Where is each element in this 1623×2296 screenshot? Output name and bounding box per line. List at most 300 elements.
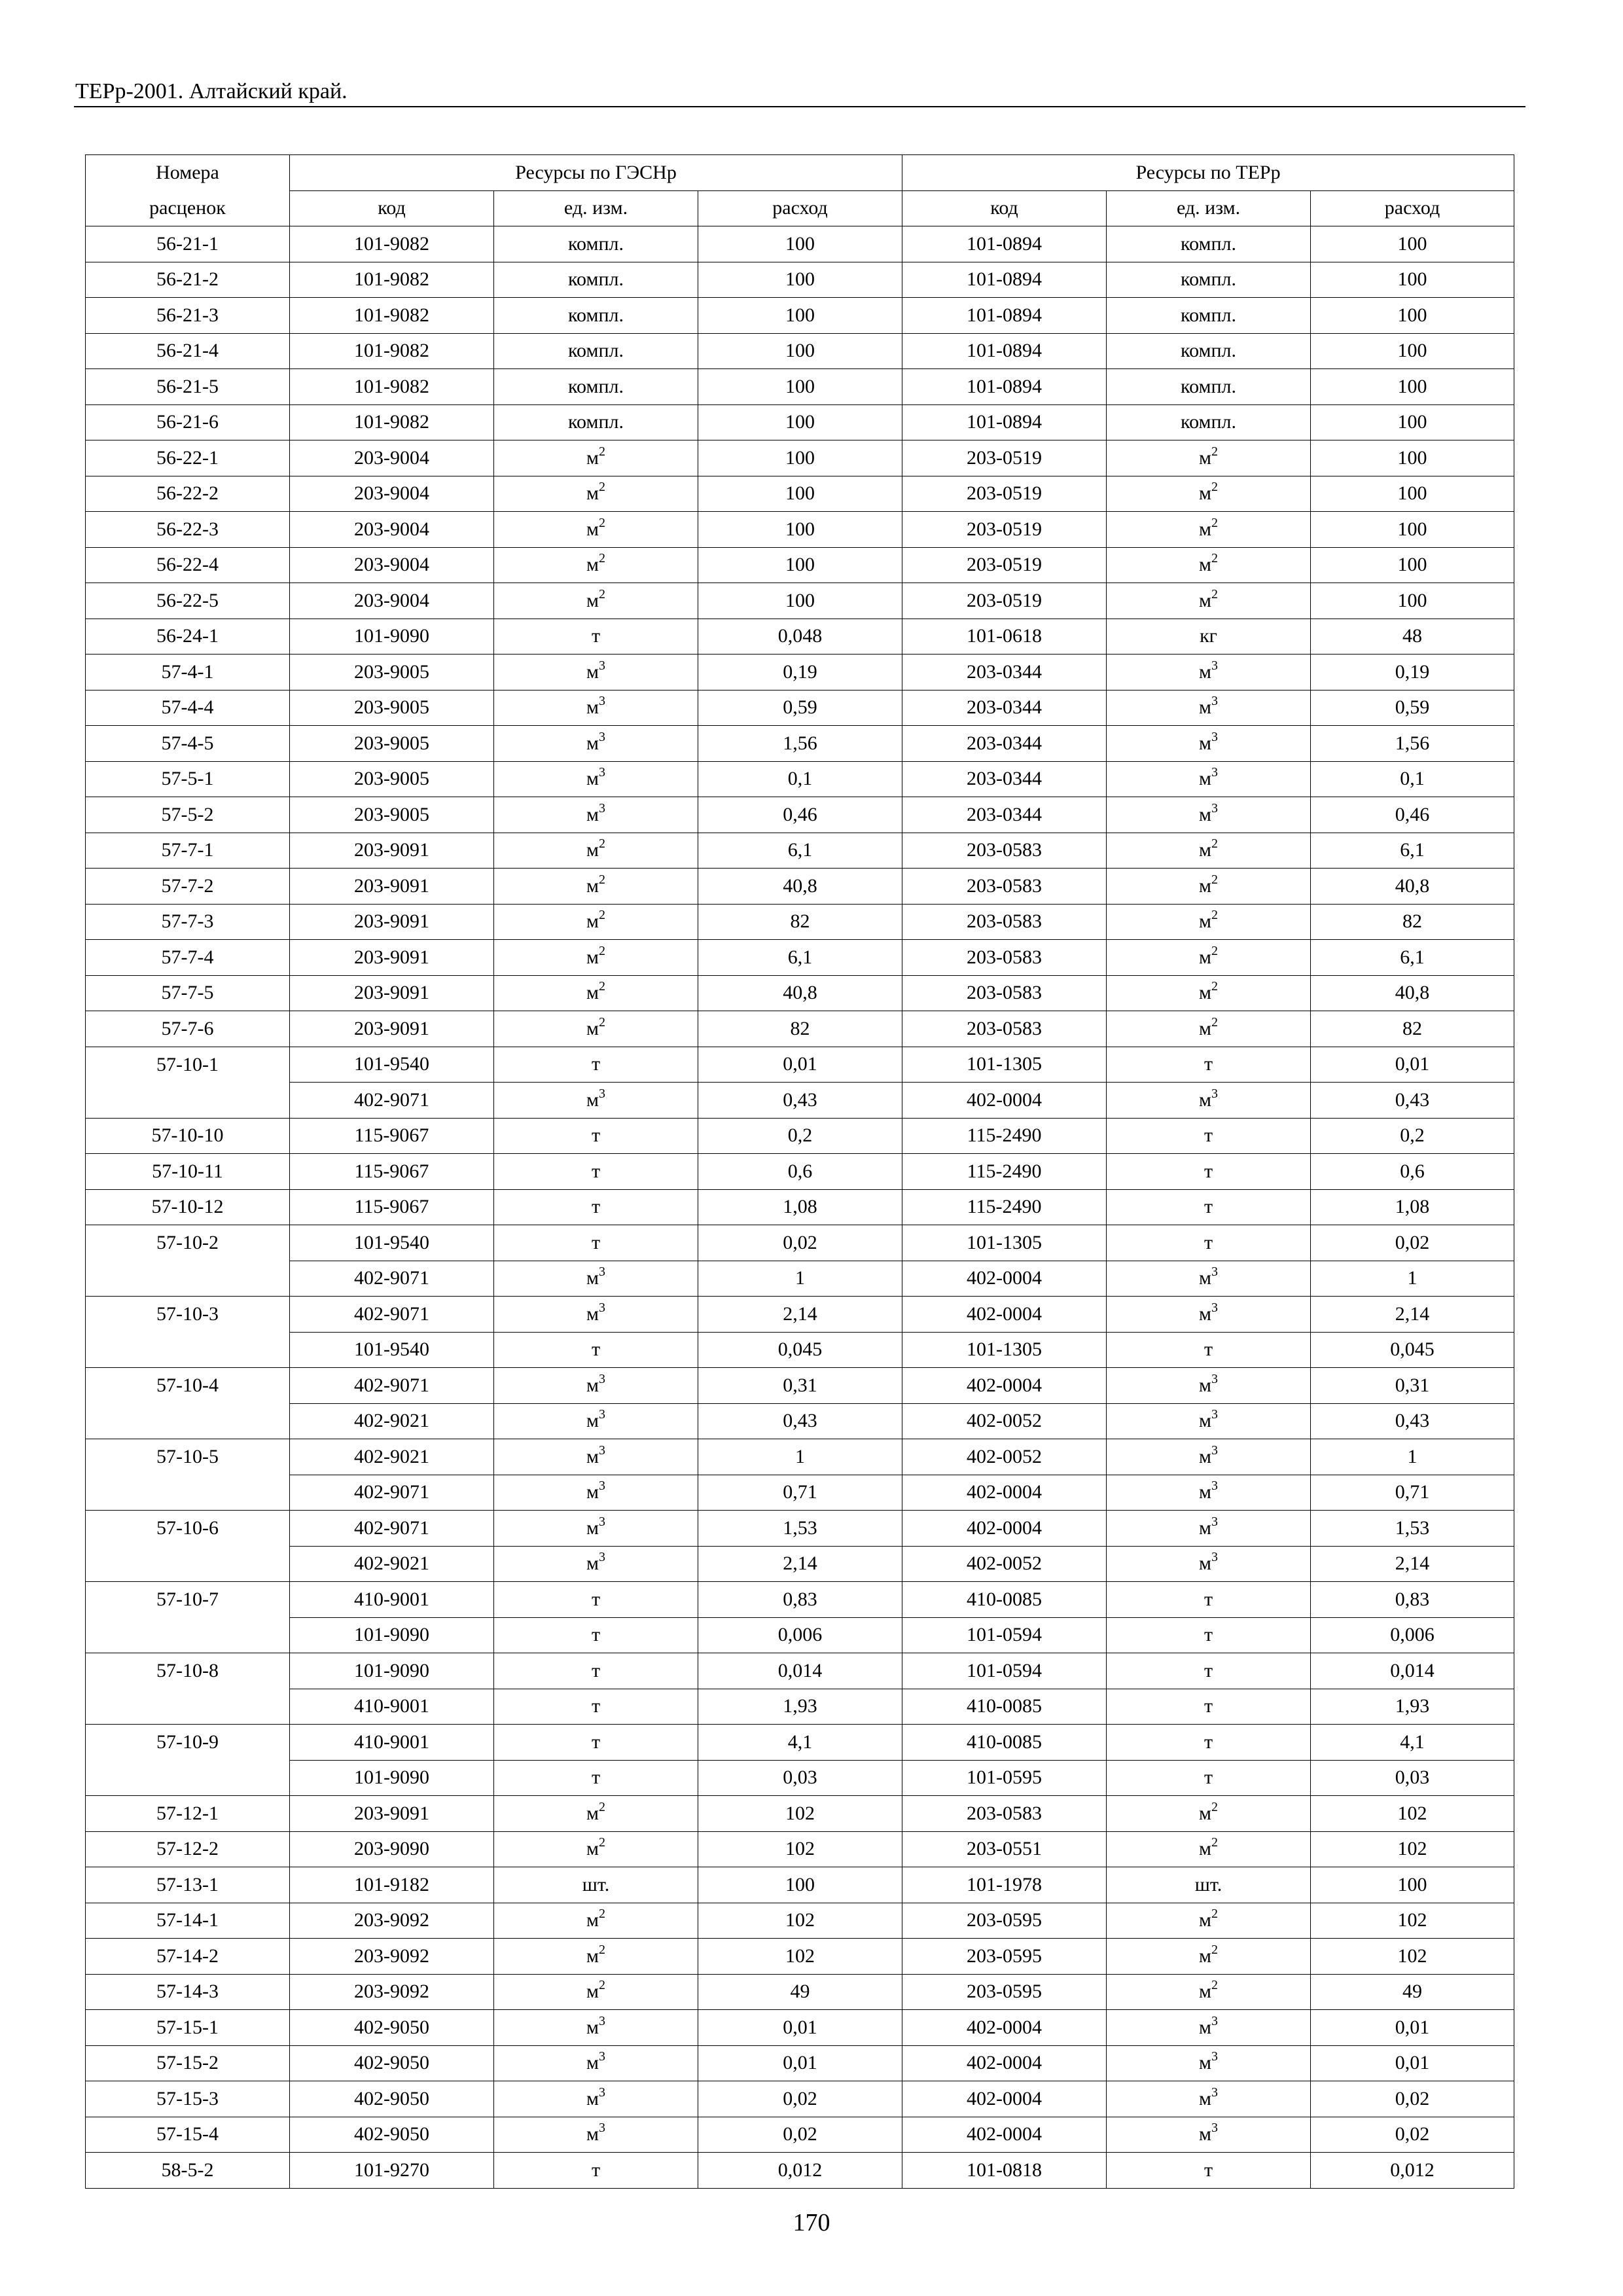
ter-code-cell: 203-0519 xyxy=(902,512,1107,548)
ter-usage-cell: 0,43 xyxy=(1311,1403,1514,1439)
gesn-code-cell: 402-9021 xyxy=(290,1403,494,1439)
unit-exponent: 3 xyxy=(598,2013,605,2028)
gesn-code-cell: 203-9005 xyxy=(290,690,494,726)
ter-usage-cell: 0,43 xyxy=(1311,1083,1514,1119)
ter-unit-cell: т xyxy=(1107,1689,1311,1725)
unit-exponent: 2 xyxy=(1211,1907,1219,1922)
unit-exponent: 3 xyxy=(598,1086,605,1101)
unit-base: м xyxy=(1199,1267,1212,1289)
gesn-code-cell: 101-9540 xyxy=(290,1332,494,1368)
gesn-code-cell: 410-9001 xyxy=(290,1582,494,1618)
ter-code-header: код xyxy=(902,190,1107,226)
unit-exponent: 3 xyxy=(1211,1371,1219,1386)
ter-usage-cell: 0,045 xyxy=(1311,1332,1514,1368)
unit-exponent: 2 xyxy=(598,551,605,566)
gesn-unit-cell: т xyxy=(494,1653,698,1689)
ter-code-cell: 402-0004 xyxy=(902,2045,1107,2081)
rate-number-cell: 57-7-1 xyxy=(86,833,290,869)
gesn-unit-cell xyxy=(494,1297,698,1333)
ter-unit-cell: шт. xyxy=(1107,1867,1311,1903)
unit-base: м xyxy=(1199,946,1212,968)
rate-number-cell: 56-21-1 xyxy=(86,226,290,262)
gesn-usage-cell: 100 xyxy=(698,476,902,512)
header-row-1 xyxy=(86,155,1514,191)
unit-base: м xyxy=(586,1552,599,1575)
gesn-unit-cell xyxy=(494,476,698,512)
gesn-usage-cell: 0,59 xyxy=(698,690,902,726)
gesn-usage-cell: 100 xyxy=(698,1867,902,1903)
gesn-unit-cell xyxy=(494,1368,698,1404)
table-row xyxy=(86,476,1514,512)
gesn-code-cell: 203-9092 xyxy=(290,1974,494,2010)
gesn-code-cell: 101-9082 xyxy=(290,226,494,262)
ter-code-cell: 410-0085 xyxy=(902,1582,1107,1618)
rate-number-cell: 56-21-5 xyxy=(86,369,290,405)
unit-exponent: 2 xyxy=(598,1835,605,1850)
ter-code-cell: 203-0519 xyxy=(902,476,1107,512)
ter-code-cell: 101-0594 xyxy=(902,1617,1107,1653)
ter-code-cell: 101-0894 xyxy=(902,262,1107,298)
ter-code-cell: 402-0004 xyxy=(902,2081,1107,2117)
gesn-unit-cell xyxy=(494,869,698,905)
ter-usage-cell: 49 xyxy=(1311,1974,1514,2010)
ter-code-cell: 203-0583 xyxy=(902,975,1107,1011)
ter-code-cell: 402-0004 xyxy=(902,2010,1107,2046)
unit-base: м xyxy=(1199,1481,1212,1503)
gesn-usage-cell: 0,014 xyxy=(698,1653,902,1689)
unit-base: м xyxy=(1199,732,1212,754)
gesn-unit-cell xyxy=(494,833,698,869)
table-row xyxy=(86,2081,1514,2117)
ter-code-cell: 203-0595 xyxy=(902,1903,1107,1939)
gesn-unit-cell: т xyxy=(494,1617,698,1653)
ter-code-cell: 203-0583 xyxy=(902,1011,1107,1047)
unit-exponent: 3 xyxy=(1211,1086,1219,1101)
gesn-resources-header: Ресурсы по ГЭСНр xyxy=(290,155,902,191)
unit-exponent: 3 xyxy=(1211,1479,1219,1494)
unit-base: м xyxy=(586,696,599,719)
gesn-unit-cell: т xyxy=(494,1689,698,1725)
unit-base: м xyxy=(586,589,599,611)
gesn-code-cell: 203-9091 xyxy=(290,869,494,905)
unit-base: м xyxy=(1199,660,1212,683)
gesn-code-cell: 101-9090 xyxy=(290,1653,494,1689)
ter-usage-cell: 0,01 xyxy=(1311,1047,1514,1083)
unit-exponent: 2 xyxy=(1211,979,1219,994)
table-row xyxy=(86,333,1514,369)
ter-code-cell: 115-2490 xyxy=(902,1189,1107,1225)
gesn-unit-cell xyxy=(494,2081,698,2117)
gesn-unit-cell: т xyxy=(494,619,698,655)
document-title: ТЕРр-2001. Алтайский край. xyxy=(75,79,348,103)
ter-code-cell: 402-0004 xyxy=(902,1297,1107,1333)
ter-usage-cell: 2,14 xyxy=(1311,1546,1514,1582)
rate-number-cell: 57-14-3 xyxy=(86,1974,290,2010)
ter-unit-cell xyxy=(1107,1796,1311,1832)
ter-usage-cell: 0,31 xyxy=(1311,1368,1514,1404)
ter-usage-cell: 100 xyxy=(1311,547,1514,583)
unit-base: м xyxy=(586,1088,599,1111)
gesn-code-cell: 203-9091 xyxy=(290,975,494,1011)
rate-number-cell: 57-7-3 xyxy=(86,904,290,940)
unit-base: м xyxy=(1199,910,1212,933)
table-row xyxy=(86,1546,1514,1582)
ter-usage-cell: 0,02 xyxy=(1311,2081,1514,2117)
unit-exponent: 3 xyxy=(1211,1514,1219,1529)
ter-code-cell: 402-0004 xyxy=(902,1475,1107,1511)
unit-exponent: 3 xyxy=(598,694,605,709)
gesn-usage-cell: 100 xyxy=(698,298,902,334)
ter-code-cell: 203-0583 xyxy=(902,940,1107,976)
ter-unit-cell: т xyxy=(1107,1582,1311,1618)
gesn-unit-cell xyxy=(494,1511,698,1547)
unit-exponent: 3 xyxy=(1211,2121,1219,2136)
gesn-code-cell: 115-9067 xyxy=(290,1118,494,1154)
ter-unit-cell: компл. xyxy=(1107,404,1311,440)
unit-base: м xyxy=(586,2087,599,2109)
unit-exponent: 2 xyxy=(598,1942,605,1957)
unit-exponent: 2 xyxy=(598,515,605,530)
table-row xyxy=(86,547,1514,583)
unit-base: м xyxy=(586,1445,599,1467)
table-row xyxy=(86,2010,1514,2046)
gesn-unit-cell xyxy=(494,690,698,726)
ter-unit-cell xyxy=(1107,761,1311,797)
rate-number-cell: 57-12-2 xyxy=(86,1831,290,1867)
ter-unit-cell: т xyxy=(1107,1225,1311,1261)
gesn-code-cell: 101-9082 xyxy=(290,404,494,440)
unit-base: м xyxy=(1199,482,1212,505)
gesn-code-cell: 101-9182 xyxy=(290,1867,494,1903)
gesn-unit-cell xyxy=(494,2117,698,2153)
gesn-unit-cell: т xyxy=(494,1332,698,1368)
ter-usage-cell: 6,1 xyxy=(1311,833,1514,869)
gesn-usage-cell: 0,048 xyxy=(698,619,902,655)
ter-code-cell: 101-1305 xyxy=(902,1225,1107,1261)
gesn-code-cell: 203-9091 xyxy=(290,904,494,940)
gesn-usage-cell: 100 xyxy=(698,369,902,405)
ter-code-cell: 101-1305 xyxy=(902,1047,1107,1083)
unit-base: м xyxy=(1199,803,1212,825)
unit-exponent: 3 xyxy=(598,765,605,780)
unit-base: м xyxy=(1199,696,1212,719)
rate-number-cell: 57-10-6 xyxy=(86,1511,290,1582)
unit-exponent: 3 xyxy=(1211,765,1219,780)
unit-exponent: 2 xyxy=(1211,551,1219,566)
ter-code-cell: 203-0551 xyxy=(902,1831,1107,1867)
ter-unit-header: ед. изм. xyxy=(1107,190,1311,226)
unit-exponent: 3 xyxy=(598,1550,605,1565)
ter-unit-cell xyxy=(1107,726,1311,762)
ter-usage-cell: 0,012 xyxy=(1311,2153,1514,2189)
ter-usage-cell: 102 xyxy=(1311,1796,1514,1832)
unit-exponent: 3 xyxy=(598,2121,605,2136)
ter-usage-cell: 100 xyxy=(1311,512,1514,548)
gesn-usage-cell: 0,1 xyxy=(698,761,902,797)
gesn-usage-cell: 82 xyxy=(698,904,902,940)
ter-unit-cell xyxy=(1107,1403,1311,1439)
gesn-code-cell: 402-9071 xyxy=(290,1511,494,1547)
gesn-code-cell: 402-9021 xyxy=(290,1546,494,1582)
unit-exponent: 2 xyxy=(1211,480,1219,495)
page-number: 170 xyxy=(793,2209,830,2236)
unit-exponent: 3 xyxy=(1211,800,1219,816)
ter-usage-cell: 0,6 xyxy=(1311,1154,1514,1190)
gesn-code-cell: 101-9082 xyxy=(290,262,494,298)
gesn-unit-cell: компл. xyxy=(494,369,698,405)
gesn-usage-cell: 0,71 xyxy=(698,1475,902,1511)
unit-exponent: 2 xyxy=(1211,1799,1219,1814)
table-row xyxy=(86,1796,1514,1832)
table-row xyxy=(86,940,1514,976)
unit-base: м xyxy=(1199,1516,1212,1539)
gesn-usage-cell: 2,14 xyxy=(698,1297,902,1333)
gesn-unit-cell xyxy=(494,1546,698,1582)
table-row xyxy=(86,1403,1514,1439)
table-row xyxy=(86,797,1514,833)
unit-exponent: 2 xyxy=(1211,515,1219,530)
unit-base: м xyxy=(586,1410,599,1432)
gesn-code-cell: 402-9050 xyxy=(290,2045,494,2081)
gesn-code-cell: 402-9021 xyxy=(290,1439,494,1475)
unit-exponent: 2 xyxy=(598,1978,605,1993)
rate-number-cell: 57-15-4 xyxy=(86,2117,290,2153)
table-row xyxy=(86,1118,1514,1154)
gesn-unit-cell xyxy=(494,904,698,940)
ter-code-cell: 402-0052 xyxy=(902,1403,1107,1439)
ter-usage-cell: 102 xyxy=(1311,1831,1514,1867)
ter-code-cell: 203-0583 xyxy=(902,869,1107,905)
gesn-unit-cell xyxy=(494,1083,698,1119)
ter-usage-cell: 40,8 xyxy=(1311,975,1514,1011)
ter-unit-cell xyxy=(1107,1368,1311,1404)
unit-base: м xyxy=(1199,2016,1212,2038)
unit-exponent: 3 xyxy=(1211,2049,1219,2064)
ter-unit-cell xyxy=(1107,2010,1311,2046)
ter-usage-cell: 82 xyxy=(1311,1011,1514,1047)
gesn-usage-cell: 40,8 xyxy=(698,975,902,1011)
ter-unit-cell xyxy=(1107,2117,1311,2153)
unit-base: м xyxy=(1199,518,1212,540)
unit-base: м xyxy=(1199,2052,1212,2074)
gesn-usage-cell: 6,1 xyxy=(698,940,902,976)
gesn-unit-cell: т xyxy=(494,1118,698,1154)
table-row xyxy=(86,761,1514,797)
gesn-code-cell: 402-9050 xyxy=(290,2117,494,2153)
gesn-usage-cell: 0,012 xyxy=(698,2153,902,2189)
ter-usage-cell: 0,02 xyxy=(1311,2117,1514,2153)
ter-unit-cell: кг xyxy=(1107,619,1311,655)
gesn-usage-cell: 1,08 xyxy=(698,1189,902,1225)
table-row xyxy=(86,1760,1514,1796)
unit-base: м xyxy=(586,1302,599,1325)
ter-code-cell: 203-0583 xyxy=(902,904,1107,940)
table-row xyxy=(86,1189,1514,1225)
ter-unit-cell xyxy=(1107,975,1311,1011)
unit-base: м xyxy=(586,1981,599,2003)
rate-number-cell: 57-10-4 xyxy=(86,1368,290,1439)
unit-exponent: 2 xyxy=(598,943,605,958)
ter-code-cell: 402-0004 xyxy=(902,1368,1107,1404)
ter-usage-cell: 0,1 xyxy=(1311,761,1514,797)
unit-exponent: 3 xyxy=(598,1407,605,1422)
gesn-unit-cell xyxy=(494,512,698,548)
table-row xyxy=(86,2153,1514,2189)
unit-base: м xyxy=(1199,768,1212,790)
ter-usage-cell: 100 xyxy=(1311,369,1514,405)
table-row xyxy=(86,1903,1514,1939)
table-row xyxy=(86,975,1514,1011)
page-header xyxy=(74,77,1525,107)
rate-number-cell: 57-4-1 xyxy=(86,655,290,691)
ter-unit-cell xyxy=(1107,1475,1311,1511)
gesn-usage-cell: 0,01 xyxy=(698,1047,902,1083)
unit-base: м xyxy=(586,1017,599,1039)
gesn-usage-cell: 0,02 xyxy=(698,1225,902,1261)
gesn-code-cell: 101-9082 xyxy=(290,333,494,369)
unit-base: м xyxy=(586,660,599,683)
gesn-code-cell: 203-9005 xyxy=(290,726,494,762)
gesn-code-cell: 203-9091 xyxy=(290,1011,494,1047)
rate-number-cell: 57-10-11 xyxy=(86,1154,290,1190)
ter-usage-cell: 100 xyxy=(1311,440,1514,476)
resources-table xyxy=(85,154,1514,2189)
gesn-usage-cell: 0,19 xyxy=(698,655,902,691)
ter-code-cell: 203-0519 xyxy=(902,440,1107,476)
table-row xyxy=(86,1974,1514,2010)
ter-unit-cell: т xyxy=(1107,2153,1311,2189)
rate-number-cell: 56-22-2 xyxy=(86,476,290,512)
ter-usage-cell: 0,014 xyxy=(1311,1653,1514,1689)
table-row xyxy=(86,655,1514,691)
ter-code-cell: 101-0894 xyxy=(902,298,1107,334)
gesn-code-cell: 203-9005 xyxy=(290,761,494,797)
unit-exponent: 2 xyxy=(598,1907,605,1922)
unit-base: м xyxy=(1199,2123,1212,2145)
ter-code-cell: 402-0004 xyxy=(902,2117,1107,2153)
ter-unit-cell xyxy=(1107,1974,1311,2010)
rate-number-cell: 57-14-2 xyxy=(86,1939,290,1975)
rate-numbers-header: Номера xyxy=(86,155,290,191)
unit-base: м xyxy=(1199,1909,1212,1931)
table-row xyxy=(86,1297,1514,1333)
unit-base: м xyxy=(1199,1374,1212,1396)
ter-code-cell: 203-0344 xyxy=(902,655,1107,691)
gesn-code-cell: 203-9004 xyxy=(290,476,494,512)
gesn-usage-cell: 1,56 xyxy=(698,726,902,762)
ter-unit-cell xyxy=(1107,2045,1311,2081)
unit-exponent: 2 xyxy=(598,1799,605,1814)
unit-exponent: 3 xyxy=(1211,2013,1219,2028)
ter-code-cell: 203-0595 xyxy=(902,1974,1107,2010)
unit-exponent: 3 xyxy=(1211,729,1219,744)
table-body xyxy=(86,226,1514,2189)
gesn-unit-cell xyxy=(494,726,698,762)
gesn-code-cell: 101-9090 xyxy=(290,1760,494,1796)
rate-number-cell: 57-15-1 xyxy=(86,2010,290,2046)
gesn-code-cell: 203-9004 xyxy=(290,583,494,619)
gesn-code-cell: 101-9540 xyxy=(290,1225,494,1261)
table-row xyxy=(86,583,1514,619)
unit-base: м xyxy=(586,1945,599,1967)
gesn-usage-cell: 1,53 xyxy=(698,1511,902,1547)
table-row xyxy=(86,1368,1514,1404)
ter-unit-cell xyxy=(1107,1439,1311,1475)
gesn-usage-cell: 0,01 xyxy=(698,2045,902,2081)
unit-base: м xyxy=(1199,589,1212,611)
unit-exponent: 2 xyxy=(598,444,605,459)
unit-base: м xyxy=(586,2052,599,2074)
gesn-code-cell: 115-9067 xyxy=(290,1154,494,1190)
gesn-unit-cell xyxy=(494,2045,698,2081)
ter-unit-cell: т xyxy=(1107,1047,1311,1083)
gesn-code-cell: 101-9082 xyxy=(290,369,494,405)
ter-code-cell: 101-0594 xyxy=(902,1653,1107,1689)
unit-base: м xyxy=(586,2016,599,2038)
ter-unit-cell xyxy=(1107,1546,1311,1582)
table-row xyxy=(86,226,1514,262)
ter-unit-cell xyxy=(1107,797,1311,833)
unit-exponent: 2 xyxy=(598,908,605,923)
ter-usage-cell: 100 xyxy=(1311,583,1514,619)
gesn-unit-cell xyxy=(494,1903,698,1939)
unit-exponent: 2 xyxy=(598,836,605,852)
ter-usage-cell: 40,8 xyxy=(1311,869,1514,905)
table-row xyxy=(86,1332,1514,1368)
unit-base: м xyxy=(586,554,599,576)
table-row xyxy=(86,1011,1514,1047)
table-row xyxy=(86,1653,1514,1689)
ter-unit-cell xyxy=(1107,690,1311,726)
table-row xyxy=(86,833,1514,869)
gesn-usage-cell: 100 xyxy=(698,226,902,262)
ter-code-cell: 101-0595 xyxy=(902,1760,1107,1796)
ter-code-cell: 101-0894 xyxy=(902,226,1107,262)
ter-usage-cell: 0,71 xyxy=(1311,1475,1514,1511)
rate-number-cell: 57-10-7 xyxy=(86,1582,290,1653)
unit-exponent: 3 xyxy=(1211,1300,1219,1315)
gesn-unit-cell xyxy=(494,440,698,476)
ter-code-cell: 101-0894 xyxy=(902,404,1107,440)
gesn-code-cell: 101-9540 xyxy=(290,1047,494,1083)
rate-number-cell: 56-21-4 xyxy=(86,333,290,369)
ter-unit-cell xyxy=(1107,940,1311,976)
gesn-unit-cell: т xyxy=(494,1582,698,1618)
gesn-code-cell: 402-9071 xyxy=(290,1368,494,1404)
ter-usage-cell: 0,03 xyxy=(1311,1760,1514,1796)
gesn-code-cell: 203-9004 xyxy=(290,512,494,548)
gesn-code-cell: 203-9092 xyxy=(290,1939,494,1975)
ter-usage-cell: 1,56 xyxy=(1311,726,1514,762)
table-row xyxy=(86,1582,1514,1618)
unit-base: м xyxy=(1199,1017,1212,1039)
ter-usage-cell: 0,006 xyxy=(1311,1617,1514,1653)
table-row xyxy=(86,1475,1514,1511)
gesn-usage-cell: 102 xyxy=(698,1939,902,1975)
unit-exponent: 2 xyxy=(598,480,605,495)
gesn-unit-cell: компл. xyxy=(494,298,698,334)
ter-code-cell: 203-0344 xyxy=(902,726,1107,762)
rate-number-cell: 57-15-3 xyxy=(86,2081,290,2117)
rate-number-cell: 57-10-1 xyxy=(86,1047,290,1118)
ter-code-cell: 101-0618 xyxy=(902,619,1107,655)
unit-exponent: 2 xyxy=(598,979,605,994)
table-row xyxy=(86,2045,1514,2081)
ter-unit-cell xyxy=(1107,547,1311,583)
ter-usage-cell: 0,19 xyxy=(1311,655,1514,691)
ter-unit-cell xyxy=(1107,1011,1311,1047)
rate-number-cell: 56-21-6 xyxy=(86,404,290,440)
